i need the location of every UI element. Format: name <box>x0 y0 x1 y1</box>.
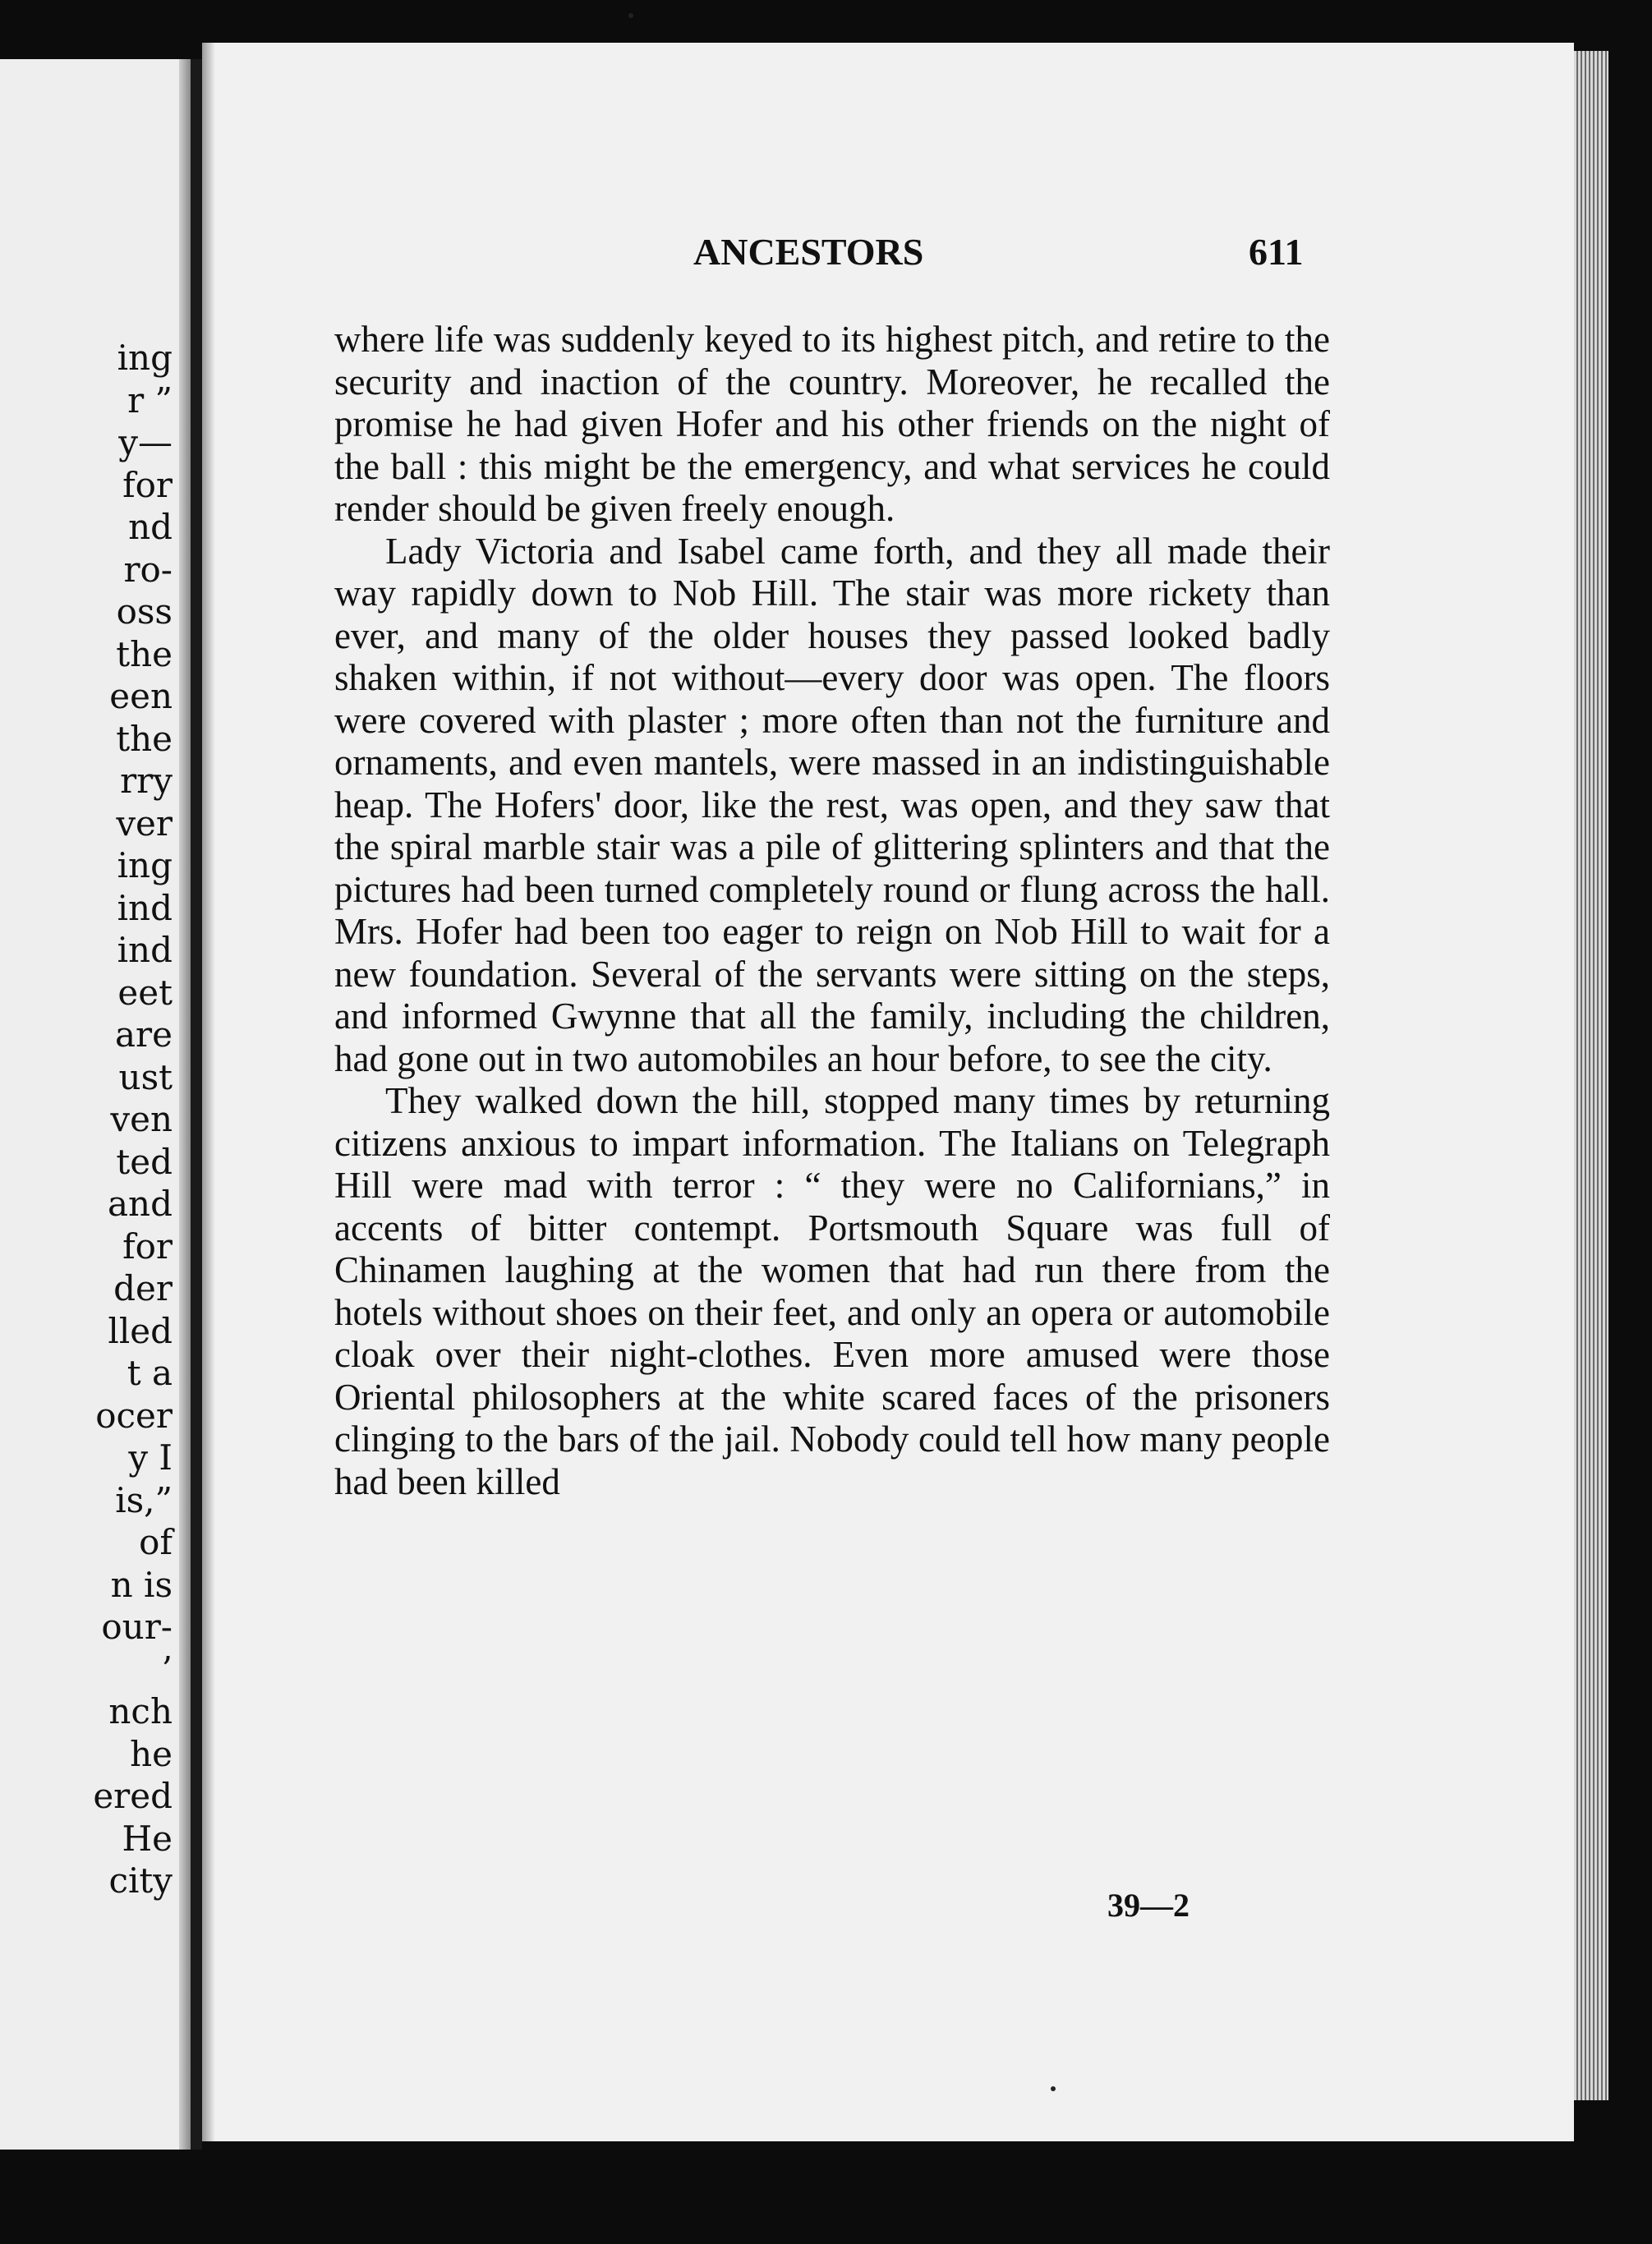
fragment-line: ust <box>118 1056 173 1097</box>
running-head <box>329 212 1314 273</box>
page-edge-shadow <box>202 43 215 2141</box>
fragment-line: are <box>115 1014 173 1055</box>
fragment-line: nch <box>108 1691 173 1731</box>
body-text <box>334 319 1330 1503</box>
fragment-line: of <box>139 1522 173 1562</box>
fragment-line: our- <box>101 1607 173 1647</box>
running-head-title: ANCESTORS <box>693 231 924 273</box>
fragment-line: ind <box>117 887 173 928</box>
fragment-line: ing <box>117 845 173 885</box>
page-stack-edge <box>1574 51 1608 2100</box>
fragment-line: city <box>108 1860 173 1901</box>
fragment-line: the <box>116 718 173 759</box>
fragment-line: y— <box>118 422 173 462</box>
fragment-line: ered <box>93 1776 173 1816</box>
fragment-line: rry <box>120 761 173 801</box>
fragment-line: ocer <box>95 1395 173 1436</box>
fragment-line: ver <box>116 802 173 844</box>
paragraph: Lady Victoria and Isabel came forth, and they all made their way rapidly down to Nob Hill. The stair was more rickety than ever, and many of the older houses they passed looked badly shaken within, if not without—every door was open. The floors were covered with plaster ; more often than not the furniture and ornaments, and even mantels, were massed in an indistinguishable heap. The Hofers' door, like the rest, was open, and they saw that the spiral marble stair was a pile of glittering splinters and that the pictures had been turned completely round or flung across the hall. Mrs. Hofer had been too eager to reign on Nob Hill to wait for a new foundation. Several of the servants were sitting on the steps, and informed Gwynne that all the family, including the children, had gone out in two automobiles an hour before, to see the city. <box>334 530 1330 1079</box>
book-spine <box>191 59 202 2150</box>
fragment-line: he <box>130 1733 173 1774</box>
fragment-line: t a <box>127 1353 173 1393</box>
fragment-line: for <box>122 1225 173 1267</box>
fragment-line: ted <box>116 1141 173 1182</box>
fragment-line: r ” <box>127 379 173 421</box>
facing-page-text-fragments <box>0 337 173 1902</box>
fragment-line: ’ <box>161 1649 173 1690</box>
page-number: 611 <box>1249 231 1304 273</box>
fragment-line: ro- <box>123 549 173 590</box>
facing-page-left <box>0 59 191 2150</box>
scan-speck <box>1051 2086 1056 2091</box>
gutter-shadow <box>179 59 191 2150</box>
fragment-line: der <box>113 1268 173 1308</box>
fragment-line: ven <box>110 1099 173 1139</box>
fragment-line: oss <box>116 591 173 632</box>
fragment-line: is,” <box>115 1479 173 1520</box>
fragment-line: een <box>109 676 173 716</box>
fragment-line: ing <box>117 338 173 378</box>
fragment-line: eet <box>117 972 173 1013</box>
paragraph: They walked down the hill, stopped many times by returning citizens anxious to impart information. The Italians on Telegraph Hill were mad with terror : “ they were no Californians,” in accents of bitter contempt. Portsmouth Square was full of Chinamen laughing at the women that had run there from the hotels without shoes on their feet, and only an opera or automobile cloak over their night-clothes. Even more amused were those Oriental philosophers at the white scared faces of the prisoners clinging to the bars of the jail. Nobody could tell how many people had been killed <box>334 1080 1330 1502</box>
fragment-line: nd <box>128 507 173 547</box>
paragraph: where life was suddenly keyed to its highest pitch, and retire to the security and inaction of the country. Moreover, he recalled the promise he had given Hofer and his other friends on the night of the ball : this might be the emergency, and what services he could render should be given freely enough. <box>334 319 1330 529</box>
fragment-line: the <box>116 633 173 674</box>
fragment-line: He <box>122 1818 173 1859</box>
signature-mark: 39—2 <box>1107 1887 1190 1924</box>
fragment-line: n is <box>110 1564 173 1605</box>
fragment-line: ind <box>117 930 173 970</box>
fragment-line: y I <box>128 1437 173 1478</box>
scan-speck <box>628 13 633 18</box>
fragment-line: and <box>108 1184 173 1224</box>
fragment-line: lled <box>108 1310 173 1351</box>
fragment-line: for <box>122 464 173 505</box>
